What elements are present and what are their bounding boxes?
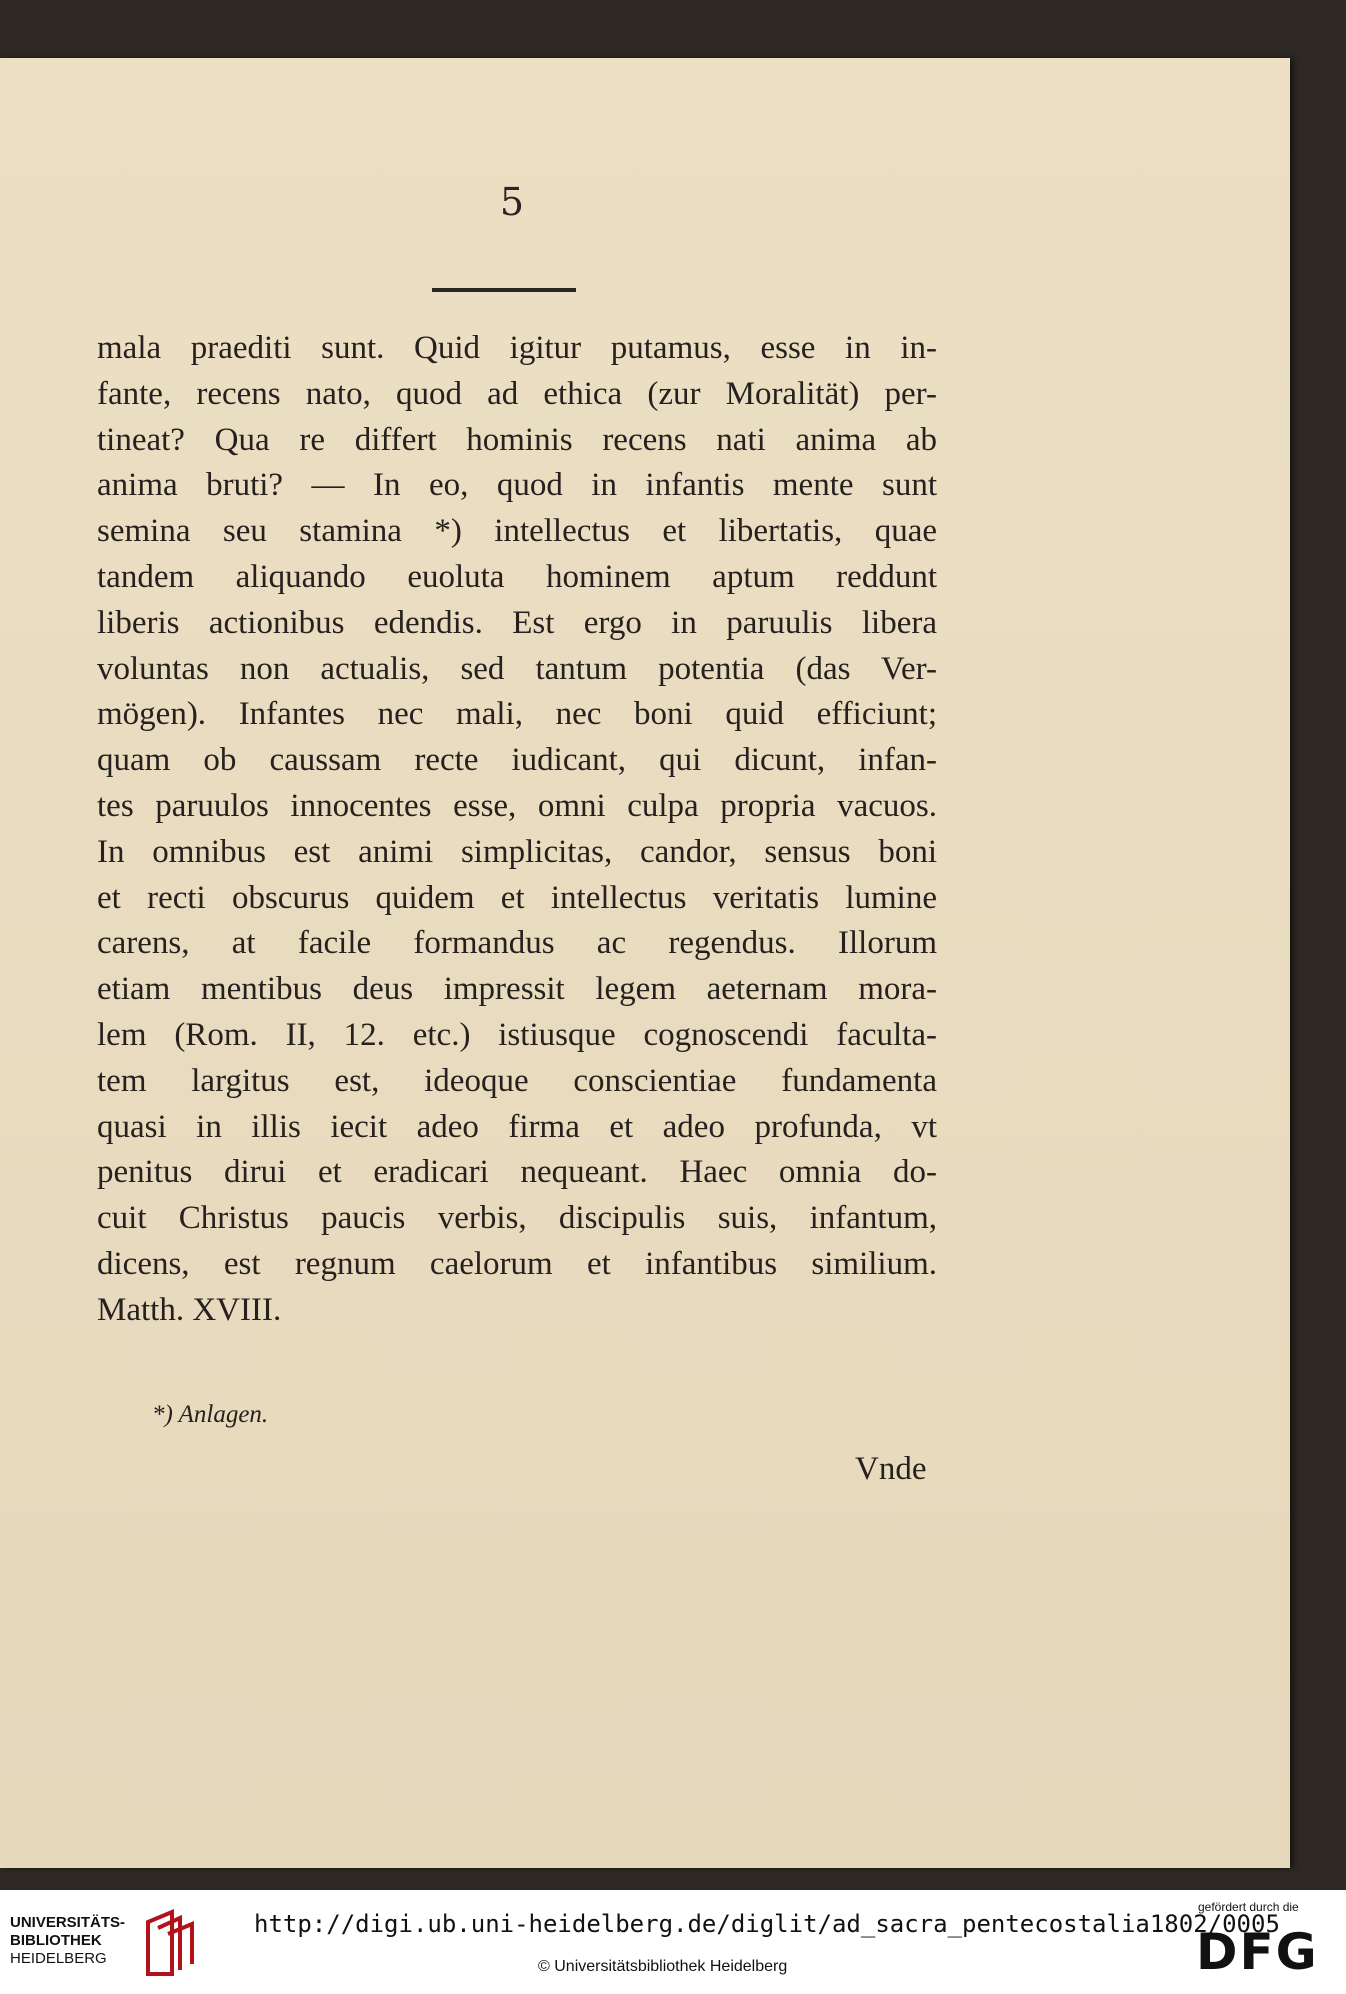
text-line: In omnibus est animi simplicitas, candor, sensus boni	[97, 833, 937, 870]
catchword: Vnde	[855, 1451, 927, 1487]
book-page	[0, 58, 1290, 1868]
text-line: carens, at facile formandus ac regendus. Illorum	[97, 925, 937, 962]
text-line: tes paruulos innocentes esse, omni culpa propria vacuos.	[97, 787, 937, 824]
text-line: tineat? Qua re differt hominis recens nati anima ab	[97, 421, 937, 458]
text-line: tem largitus est, ideoque conscientiae fundamenta	[97, 1062, 937, 1099]
text-line: mögen). Infantes nec mali, nec boni quid efficiunt;	[97, 696, 937, 733]
header-rule	[432, 288, 576, 292]
permalink-url[interactable]: http://digi.ub.uni-heidelberg.de/diglit/ad_sacra_pentecostalia1802/0005	[254, 1910, 1280, 1938]
copyright-notice: © Universitätsbibliothek Heidelberg	[538, 1958, 788, 1975]
body-text	[97, 326, 937, 1334]
text-line: penitus dirui et eradicari nequeant. Haec omnia do-	[97, 1154, 937, 1191]
text-line: et recti obscurus quidem et intellectus veritatis lumine	[97, 879, 937, 916]
text-line: tandem aliquando euoluta hominem aptum reddunt	[97, 558, 937, 595]
text-line: fante, recens nato, quod ad ethica (zur Moralität) per-	[97, 375, 937, 412]
funding-note: gefördert durch die	[1198, 1900, 1299, 1914]
text-line: mala praediti sunt. Quid igitur putamus, esse in in-	[97, 330, 937, 366]
text-line: Matth. XVIII.	[97, 1291, 282, 1328]
text-line: etiam mentibus deus impressit legem aeternam mora-	[97, 971, 937, 1008]
library-emblem-icon	[142, 1908, 200, 1978]
footnote: *) Anlagen.	[152, 1401, 269, 1428]
text-line: quam ob caussam recte iudicant, qui dicunt, infan-	[97, 742, 937, 779]
library-name-line: HEIDELBERG	[10, 1950, 107, 1967]
text-line: quasi in illis iecit adeo firma et adeo profunda, vt	[97, 1108, 937, 1145]
library-name	[10, 1914, 140, 1968]
dfg-logo[interactable]: DFG	[1196, 1923, 1319, 1981]
text-line: cuit Christus paucis verbis, discipulis suis, infantum,	[97, 1200, 937, 1237]
text-line: voluntas non actualis, sed tantum potentia (das Ver-	[97, 650, 937, 687]
footer-bar	[0, 1890, 1346, 1994]
text-line: dicens, est regnum caelorum et infantibus similium.	[97, 1245, 937, 1282]
text-line: liberis actionibus edendis. Est ergo in paruulis libera	[97, 604, 937, 641]
text-line: lem (Rom. II, 12. etc.) istiusque cognoscendi facultа-	[97, 1016, 937, 1053]
page-number: 5	[499, 180, 525, 224]
text-line: semina seu stamina *) intellectus et libertatis, quae	[97, 513, 937, 550]
library-name-line: BIBLIOTHEK	[10, 1932, 102, 1949]
library-name-line: UNIVERSITÄTS-	[10, 1914, 126, 1931]
library-logo[interactable]	[10, 1902, 220, 1982]
text-line: anima bruti? — In eo, quod in infantis mente sunt	[97, 467, 937, 504]
